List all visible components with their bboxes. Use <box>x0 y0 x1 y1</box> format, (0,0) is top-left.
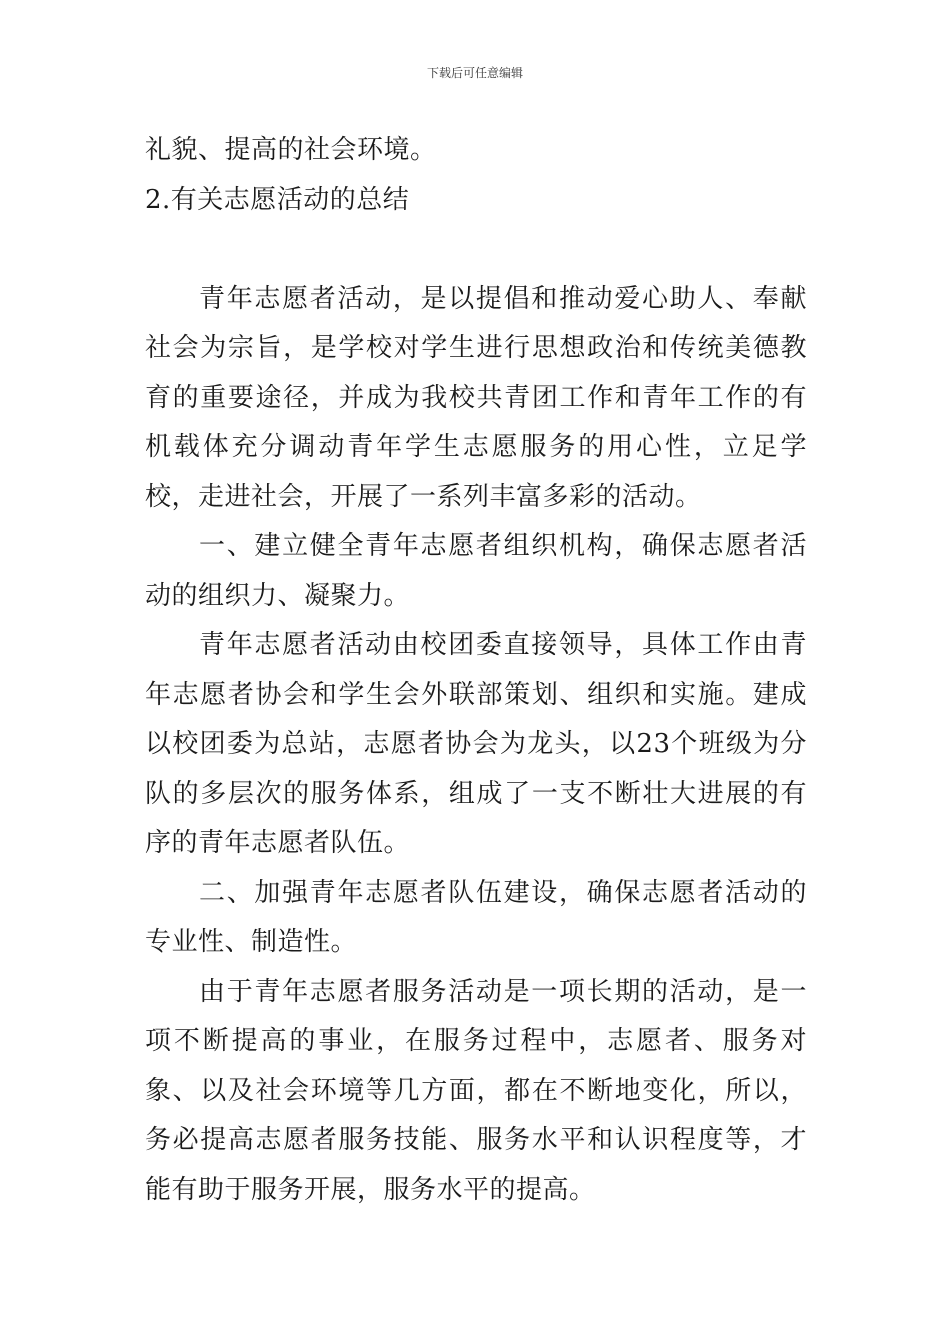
paragraph-heading-one: 一、建立健全青年志愿者组织机构，确保志愿者活动的组织力、凝聚力。 <box>145 531 807 611</box>
continuation-line: 礼貌、提高的社会环境。 <box>145 135 437 165</box>
blank-line <box>145 225 807 275</box>
document-body <box>145 126 807 1215</box>
paragraph-organization: 青年志愿者活动由校团委直接领导，具体工作由青年志愿者协会和学生会外联部策划、组织和实施。建成以校团委为总站，志愿者协会为龙头，以23个班级为分队的多层次的服务体系，组成了一支不断壮大进展的有序的青年志愿者队伍。 <box>145 630 807 858</box>
section-heading: 2.有关志愿活动的总结 <box>145 184 410 215</box>
paragraph-heading-two: 二、加强青年志愿者队伍建设，确保志愿者活动的专业性、制造性。 <box>145 877 807 957</box>
paragraph-training: 由于青年志愿者服务活动是一项长期的活动，是一项不断提高的事业，在服务过程中，志愿者、服务对象、以及社会环境等几方面，都在不断地变化，所以，务必提高志愿者服务技能、服务水平和认识程度等，才能有助于服务开展，服务水平的提高。 <box>145 976 807 1205</box>
paragraph-intro: 青年志愿者活动，是以提倡和推动爱心助人、奉献社会为宗旨，是学校对学生进行思想政治和传统美德教育的重要途径，并成为我校共青团工作和青年工作的有机载体充分调动青年学生志愿服务的用心性，立足学校，走进社会，开展了一系列丰富多彩的活动。 <box>145 283 807 512</box>
page-header: 下载后可任意编辑 <box>426 66 523 80</box>
